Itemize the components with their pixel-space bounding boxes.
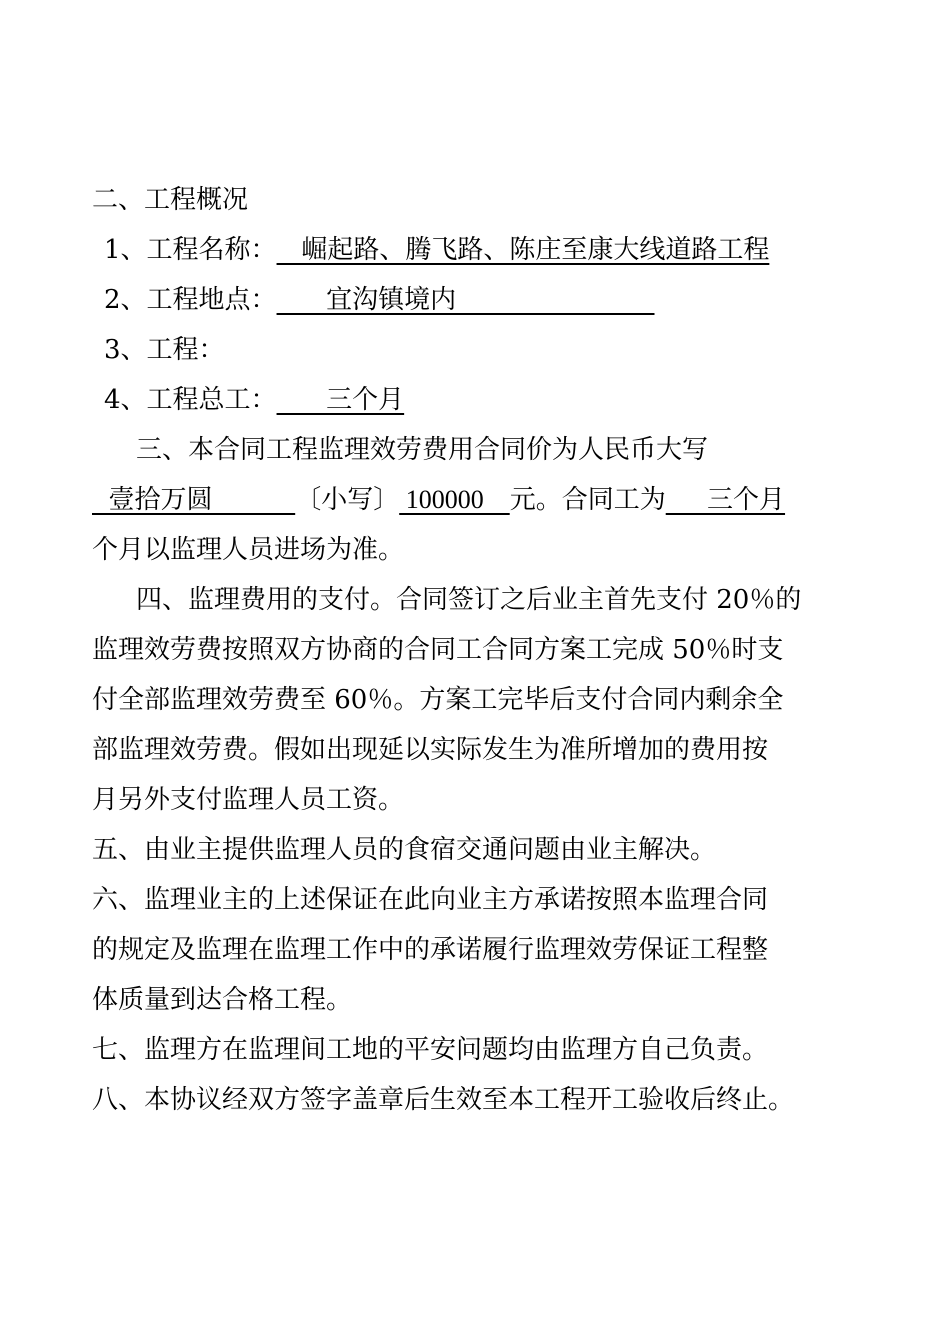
section4-line4: 部监理效劳费。假如出现延以实际发生为准所增加的费用按 (92, 735, 769, 765)
amount-number: 100000 (399, 485, 510, 514)
section7-text: 七、监理方在监理间工地的平安问题均由监理方自己负责。 (92, 1035, 769, 1065)
section4-line5: 月另外支付监理人员工资。 (92, 785, 405, 815)
section4-line3: 付全部监理效劳费至 60％。方案工完毕后支付合同内剩余全 (92, 685, 784, 715)
section2-title: 二、工程概况 (92, 185, 249, 215)
section5-text: 五、由业主提供监理人员的食宿交通问题由业主解决。 (92, 835, 717, 865)
project-name-value: 崛起路、腾飞路、陈庄至康大线道路工程 (276, 235, 770, 265)
section4-line2: 监理效劳费按照双方协商的合同工合同方案工完成 50％时支 (92, 635, 784, 665)
section3-line2 (92, 480, 785, 520)
project-location-label: 2、工程地点： (104, 285, 277, 315)
project-location-line (104, 280, 655, 320)
section4-line1: 四、监理费用的支付。合同签订之后业主首先支付 20％的 (136, 585, 802, 615)
section6-line2: 的规定及监理在监理工作中的承诺履行监理效劳保证工程整 (92, 935, 769, 965)
section6-line1: 六、监理业主的上述保证在此向业主方承诺按照本监理合同 (92, 885, 769, 915)
section3-line3: 个月以监理人员进场为准。 (92, 535, 405, 565)
contract-duration: 三个月 (665, 485, 786, 515)
project-duration-line (104, 380, 404, 420)
section3-line1: 三、本合同工程监理效劳费用合同价为人民币大写 (136, 435, 709, 465)
section6-line3: 体质量到达合格工程。 (92, 985, 353, 1015)
project-duration-value: 三个月 (276, 385, 405, 415)
project-duration-label: 4、工程总工： (104, 385, 277, 415)
section8-text: 八、本协议经双方签字盖章后生效至本工程开工验收后终止。 (92, 1085, 795, 1115)
project-name-line (104, 230, 769, 270)
project-location-value: 宜沟镇境内 (276, 285, 655, 315)
project-name-label: 1、工程名称： (104, 235, 277, 265)
amount-in-words: 壹拾万圆 (92, 485, 296, 515)
small-amount-label: 〔小写〕 (295, 485, 400, 515)
yuan-text: 元。合同工为 (509, 485, 666, 515)
project-item3-label: 3、工程： (104, 335, 225, 365)
